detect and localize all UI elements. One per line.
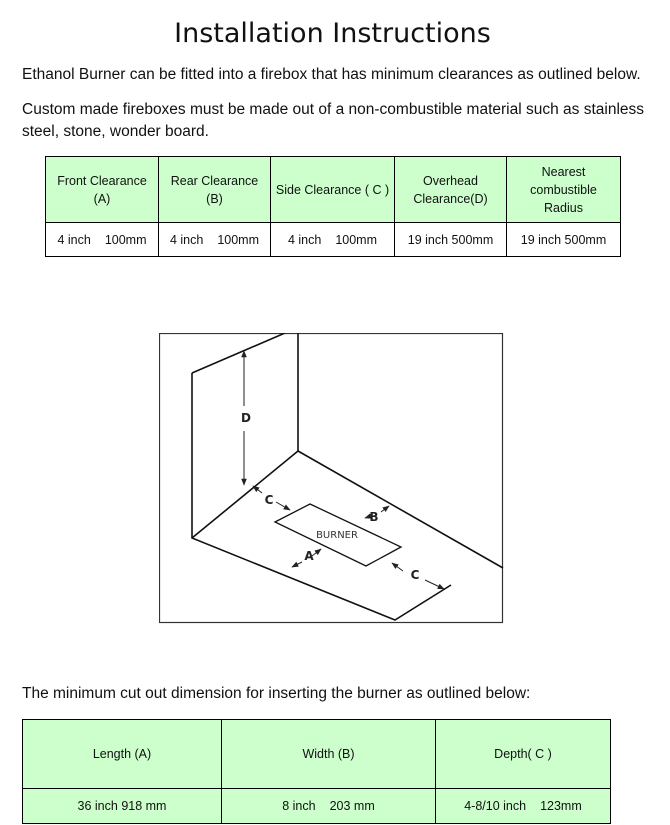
clearance-table xyxy=(45,156,621,257)
front-clearance-value: 4 inch 100mm xyxy=(46,223,159,257)
cutout-header-row xyxy=(23,720,611,789)
width-header: Width (B) xyxy=(222,720,436,789)
clearance-header-row xyxy=(46,157,621,223)
firebox-clearance-diagram xyxy=(159,333,504,625)
intro-paragraph: Ethanol Burner can be fitted into a firebox that has minimum clearances as outlined below. xyxy=(22,66,641,83)
rear-clearance-header: Rear Clearance (B) xyxy=(159,157,271,223)
burner-label: BURNER xyxy=(316,530,358,541)
rear-clearance-value: 4 inch 100mm xyxy=(159,223,271,257)
dimension-b-label: B xyxy=(369,510,379,524)
depth-header: Depth( C ) xyxy=(436,720,611,789)
dimension-a-label: A xyxy=(304,549,314,563)
length-header: Length (A) xyxy=(23,720,222,789)
length-value: 36 inch 918 mm xyxy=(23,789,222,824)
depth-value: 4-8/10 inch 123mm xyxy=(436,789,611,824)
front-clearance-header: Front Clearance (A) xyxy=(46,157,159,223)
cutout-value-row xyxy=(23,789,611,824)
side-clearance-value: 4 inch 100mm xyxy=(271,223,395,257)
custom-firebox-note: Custom made fireboxes must be made out of a non-combustible material such as stainless steel, stone, wonder board. xyxy=(22,101,645,140)
dimension-c-right-label: C xyxy=(410,568,420,582)
dimension-d-label: D xyxy=(241,411,251,425)
overhead-clearance-header: Overhead Clearance(D) xyxy=(395,157,507,223)
page-title: Installation Instructions xyxy=(174,18,491,49)
nearest-combustible-header: Nearest combustible Radius xyxy=(507,157,621,223)
side-clearance-header: Side Clearance ( C ) xyxy=(271,157,395,223)
cutout-dimension-table xyxy=(22,719,611,824)
dimension-c-left-label: C xyxy=(264,493,274,507)
cutout-intro-paragraph: The minimum cut out dimension for inserting the burner as outlined below: xyxy=(22,685,531,702)
overhead-clearance-value: 19 inch 500mm xyxy=(395,223,507,257)
width-value: 8 inch 203 mm xyxy=(222,789,436,824)
clearance-value-row xyxy=(46,223,621,257)
diagram-frame xyxy=(160,334,503,623)
nearest-combustible-value: 19 inch 500mm xyxy=(507,223,621,257)
